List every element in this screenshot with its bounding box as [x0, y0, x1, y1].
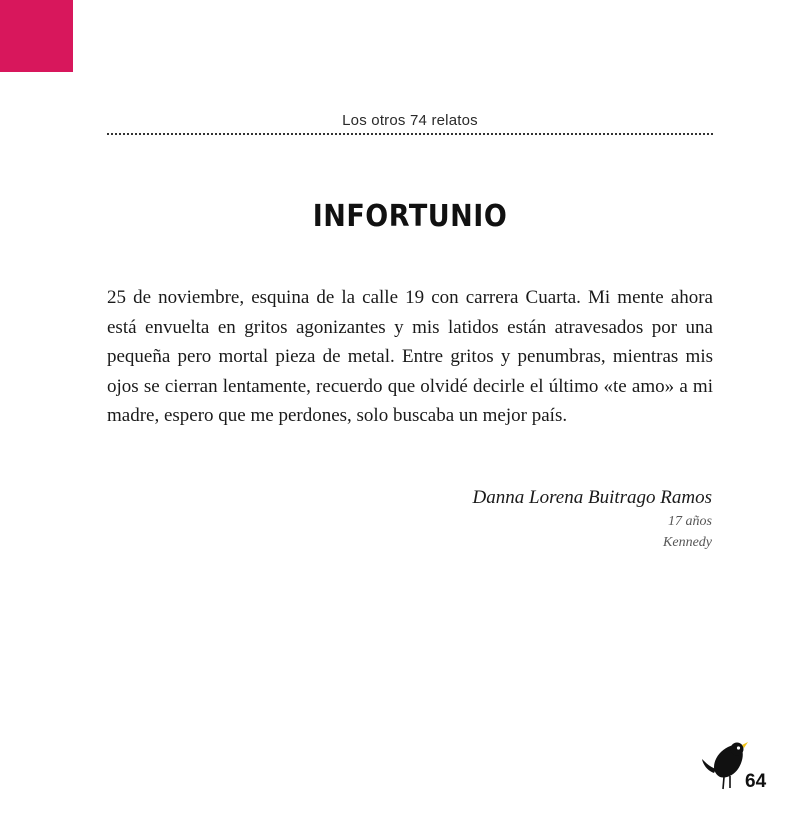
- corner-accent-block: [0, 0, 73, 72]
- page-number: 64: [745, 771, 767, 792]
- author-block: [473, 485, 712, 553]
- author-age: 17 años: [668, 514, 712, 529]
- author-name: Danna Lorena Buitrago Ramos: [472, 487, 712, 508]
- story-body: 25 de noviembre, esquina de la calle 19 con carrera Cuarta. Mi mente ahora está envuelta en gritos agonizantes y mis latidos están atravesados por una pequeña pero mortal pieza de metal. Entre gritos y penumbras, mientras mis ojos se cierran lentamente, recuerdo que olvidé decirle el último «te amo» a mi madre, espero que me perdones, solo buscaba un mejor país.: [107, 287, 713, 426]
- running-header: Los otros 74 relatos: [342, 112, 478, 129]
- author-locality: Kennedy: [663, 535, 712, 550]
- header-dotted-rule: [107, 133, 713, 135]
- story-title: INFORTUNIO: [312, 199, 508, 234]
